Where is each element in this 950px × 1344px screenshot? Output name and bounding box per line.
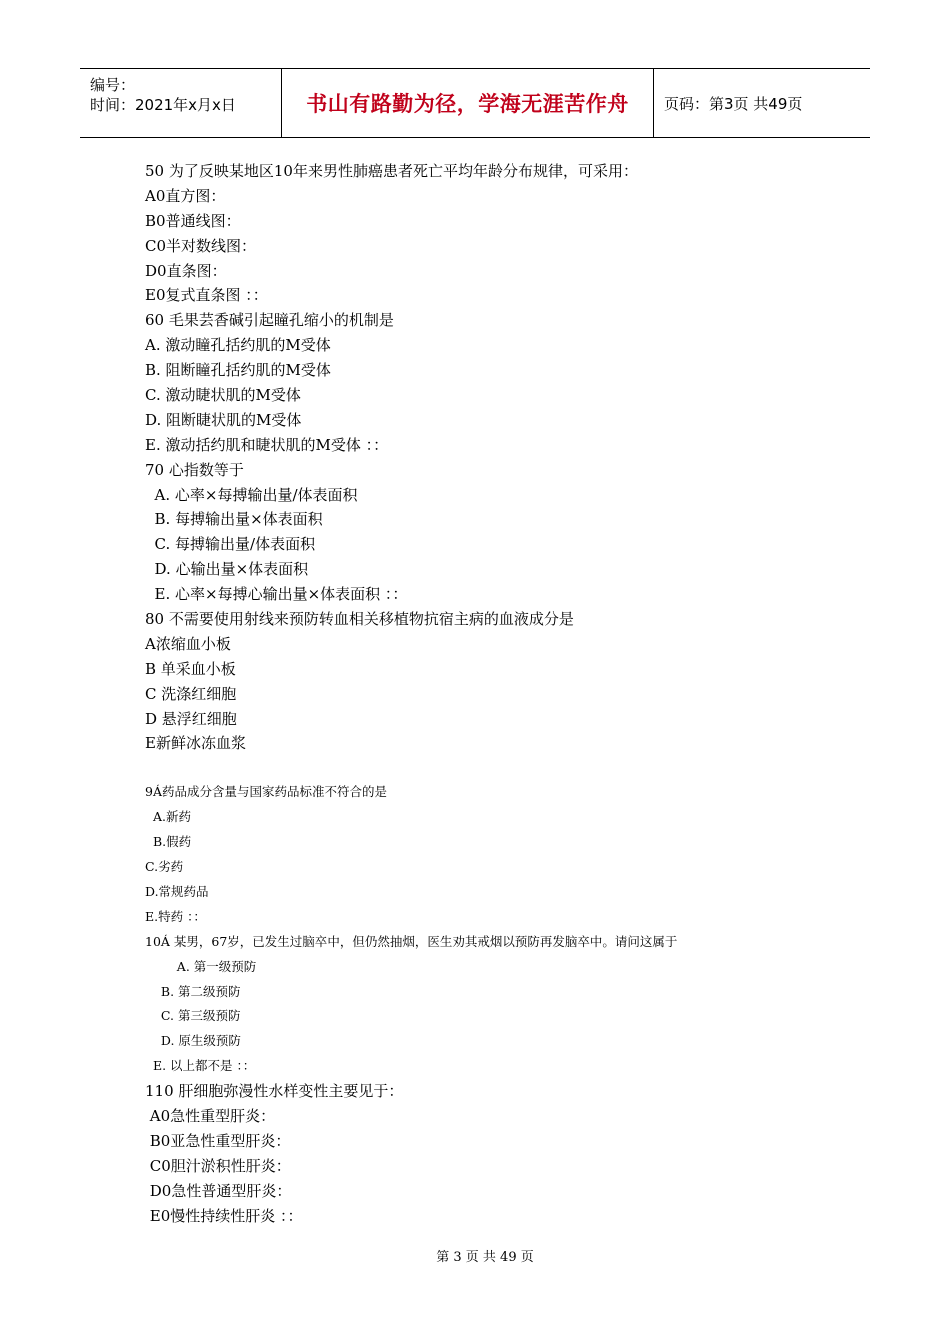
number-label: 编号： (90, 76, 136, 94)
option-d: D 悬浮红细胞 (145, 709, 237, 728)
question-5 (145, 159, 845, 308)
page-footer: 第 3 页 共 49 页 (436, 1250, 534, 1265)
question-stem: 80 不需要使用射线来预防转血相关移植物抗宿主病的血液成分是 (145, 610, 574, 629)
page-indicator: 页码：第3页 共49页 (664, 94, 803, 113)
option-c: C. 激动睫状肌的M受体 (145, 386, 301, 405)
header-meta (80, 69, 282, 137)
option-a: A0直方图： (145, 186, 226, 205)
option-e: E.特药 ：： (145, 908, 206, 924)
option-d: D.常规药品 (145, 883, 209, 899)
option-e: E. 激动括约肌和睫状肌的M受体 ：： (145, 435, 389, 454)
option-a: A. 心率×每搏输出量/体表面积 (145, 485, 358, 504)
date-label: 时间：2021年x月x日 (90, 96, 236, 114)
option-c: C. 每搏输出量/体表面积 (145, 535, 316, 554)
option-a: A. 第一级预防 (145, 958, 257, 974)
option-d: D0直条图： (145, 261, 227, 280)
option-e: E新鲜冰冻血浆 (145, 734, 246, 753)
question-stem: 70 心指数等于 (145, 460, 244, 479)
option-d: D0急性普通型肝炎： (145, 1181, 292, 1200)
option-e: E0慢性持续性肝炎 ：： (145, 1206, 303, 1225)
option-d: D. 阻断睫状肌的M受体 (145, 410, 302, 429)
question-stem: 50 为了反映某地区10年来男性肺癌患者死亡平均年龄分布规律，可采用： (145, 162, 638, 180)
question-6 (145, 308, 845, 457)
option-e: E. 心率×每搏心输出量×体表面积 ：： (145, 585, 408, 604)
question-stem: 9Á药品成分含量与国家药品标准不符合的是 (145, 784, 387, 800)
option-a: A. 激动瞳孔括约肌的M受体 (145, 336, 331, 355)
option-d: D. 原生级预防 (145, 1033, 241, 1049)
option-b: B0普通线图： (145, 211, 241, 230)
option-b: B.假药 (145, 834, 192, 850)
document-body (145, 159, 845, 1228)
option-b: B. 每搏输出量×体表面积 (145, 510, 323, 529)
option-b: B. 第二级预防 (145, 983, 241, 999)
option-e: E. 以上都不是 ：： (145, 1058, 256, 1074)
option-a: A浓缩血小板 (145, 634, 231, 653)
spacer (145, 756, 845, 780)
option-b: B0亚急性重型肝炎： (145, 1131, 291, 1150)
option-c: C 洗涤红细胞 (145, 684, 237, 703)
option-c: C0半对数线图： (145, 236, 257, 255)
page-header (80, 68, 870, 138)
option-b: B 单采血小板 (145, 659, 236, 678)
option-c: C. 第三级预防 (145, 1008, 241, 1024)
option-a: A.新药 (145, 809, 191, 825)
question-8 (145, 607, 845, 756)
question-stem: 60 毛果芸香碱引起瞳孔缩小的机制是 (145, 311, 394, 330)
option-b: B. 阻断瞳孔括约肌的M受体 (145, 361, 331, 380)
question-11 (145, 1079, 845, 1228)
option-e: E0复式直条图 ：： (145, 286, 268, 305)
question-9 (145, 780, 845, 929)
question-7 (145, 458, 845, 607)
question-stem: 10Á 某男，67岁，已发生过脑卒中，但仍然抽烟，医生劝其戒烟以预防再发脑卒中。请问这属于 (145, 933, 678, 949)
motto: 书山有路勤为径，学海无涯苦作舟 (282, 69, 654, 137)
option-a: A0急性重型肝炎： (145, 1106, 276, 1125)
question-stem: 110 肝细胞弥漫性水样变性主要见于： (145, 1082, 404, 1101)
option-d: D. 心输出量×体表面积 (145, 560, 309, 579)
option-c: C.劣药 (145, 859, 184, 875)
question-10 (145, 930, 845, 1079)
option-c: C0胆汁淤积性肝炎： (145, 1156, 291, 1175)
